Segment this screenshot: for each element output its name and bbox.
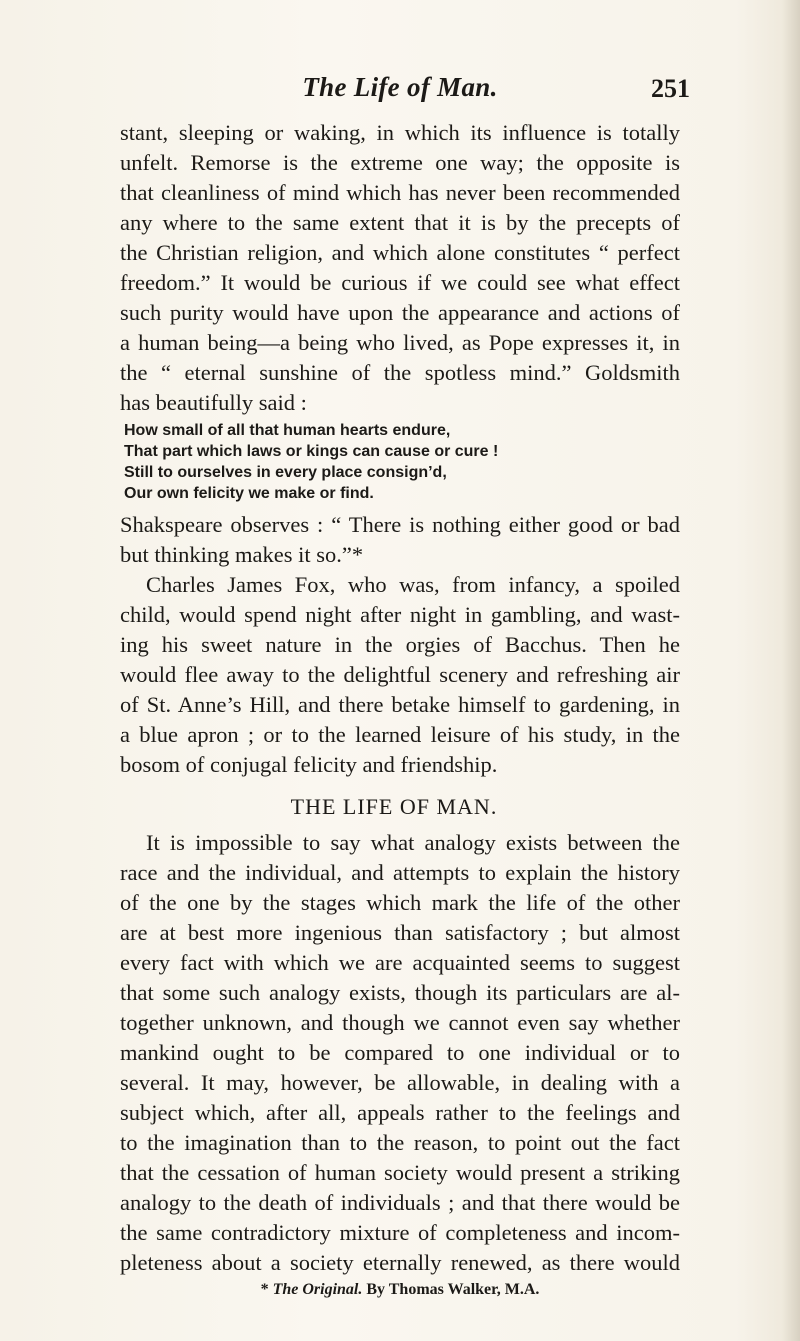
text-line: to the imagination than to the reason, to point out the fact bbox=[120, 1130, 680, 1155]
text-line: the same contradictory mixture of completeness and incom- bbox=[120, 1220, 680, 1245]
text-line: but thinking makes it so.”* bbox=[120, 542, 364, 567]
paragraph-2 bbox=[120, 510, 680, 570]
text-line: Charles James Fox, who was, from infancy, a spoiled bbox=[146, 572, 680, 597]
text-line: the Christian religion, and which alone constitutes “ perfect bbox=[120, 240, 680, 265]
text-line: several. It may, however, be allowable, in dealing with a bbox=[120, 1070, 680, 1095]
text-line: a human being—a being who lived, as Pope expresses it, in bbox=[120, 330, 680, 355]
section-heading: THE LIFE OF MAN. bbox=[290, 794, 498, 819]
text-line: It is impossible to say what analogy exists between the bbox=[146, 830, 680, 855]
footnote-marker: * bbox=[260, 1281, 273, 1298]
footnote bbox=[120, 1278, 680, 1302]
verse-line: Still to ourselves in every place consign’d, bbox=[124, 464, 447, 481]
text-line: freedom.” It would be curious if we could see what effect bbox=[120, 270, 680, 295]
text-line: bosom of conjugal felicity and friendship. bbox=[120, 752, 498, 777]
text-line: of St. Anne’s Hill, and there betake himself to gardening, in bbox=[120, 692, 680, 717]
text-line: the “ eternal sunshine of the spotless mind.” Goldsmith bbox=[120, 360, 680, 385]
text-line: has beautifully said : bbox=[120, 390, 307, 415]
paragraph-4 bbox=[120, 828, 680, 1278]
verse-line: That part which laws or kings can cause or cure ! bbox=[124, 443, 499, 460]
footnote-citation: By Thomas Walker, M.A. bbox=[362, 1281, 540, 1298]
verse-quotation bbox=[120, 420, 680, 504]
text-line: Shakspeare observes : “ There is nothing either good or bad bbox=[120, 512, 680, 537]
text-line: such purity would have upon the appearance and actions of bbox=[120, 300, 680, 325]
paragraph-1 bbox=[120, 118, 680, 418]
text-line: together unknown, and though we cannot even say whether bbox=[120, 1010, 680, 1035]
paragraph-3 bbox=[120, 570, 680, 780]
page-edge-shadow bbox=[782, 0, 800, 1341]
text-line: stant, sleeping or waking, in which its influence is totally bbox=[120, 120, 680, 145]
text-line: ing his sweet nature in the orgies of Bacchus. Then he bbox=[120, 632, 680, 657]
text-line: that cleanliness of mind which has never been recommended bbox=[120, 180, 680, 205]
body-text bbox=[120, 118, 680, 1302]
page-number: 251 bbox=[651, 74, 690, 103]
text-line: pleteness about a society eternally renewed, as there would bbox=[120, 1250, 680, 1275]
text-line: a blue apron ; or to the learned leisure of his study, in the bbox=[120, 722, 680, 747]
text-line: race and the individual, and attempts to explain the history bbox=[120, 860, 680, 885]
text-line: subject which, after all, appeals rather to the feelings and bbox=[120, 1100, 680, 1125]
text-line: would flee away to the delightful scenery and refreshing air bbox=[120, 662, 680, 687]
text-line: are at best more ingenious than satisfactory ; but almost bbox=[120, 920, 680, 945]
verse-line: Our own felicity we make or find. bbox=[124, 485, 374, 502]
page-header bbox=[120, 72, 690, 112]
text-line: of the one by the stages which mark the life of the other bbox=[120, 890, 680, 915]
text-line: unfelt. Remorse is the extreme one way; the opposite is bbox=[120, 150, 680, 175]
text-line: mankind ought to be compared to one individual or to bbox=[120, 1040, 680, 1065]
running-title: The Life of Man. bbox=[302, 72, 498, 102]
text-line: that some such analogy exists, though its particulars are al- bbox=[120, 980, 680, 1005]
text-line: every fact with which we are acquainted seems to suggest bbox=[120, 950, 680, 975]
footnote-title: The Original. bbox=[272, 1281, 363, 1298]
text-line: that the cessation of human society would present a striking bbox=[120, 1160, 680, 1185]
text-line: child, would spend night after night in gambling, and wast- bbox=[120, 602, 680, 627]
text-line: any where to the same extent that it is by the precepts of bbox=[120, 210, 680, 235]
verse-line: How small of all that human hearts endure, bbox=[124, 422, 451, 439]
text-line: analogy to the death of individuals ; and that there would be bbox=[120, 1190, 680, 1215]
